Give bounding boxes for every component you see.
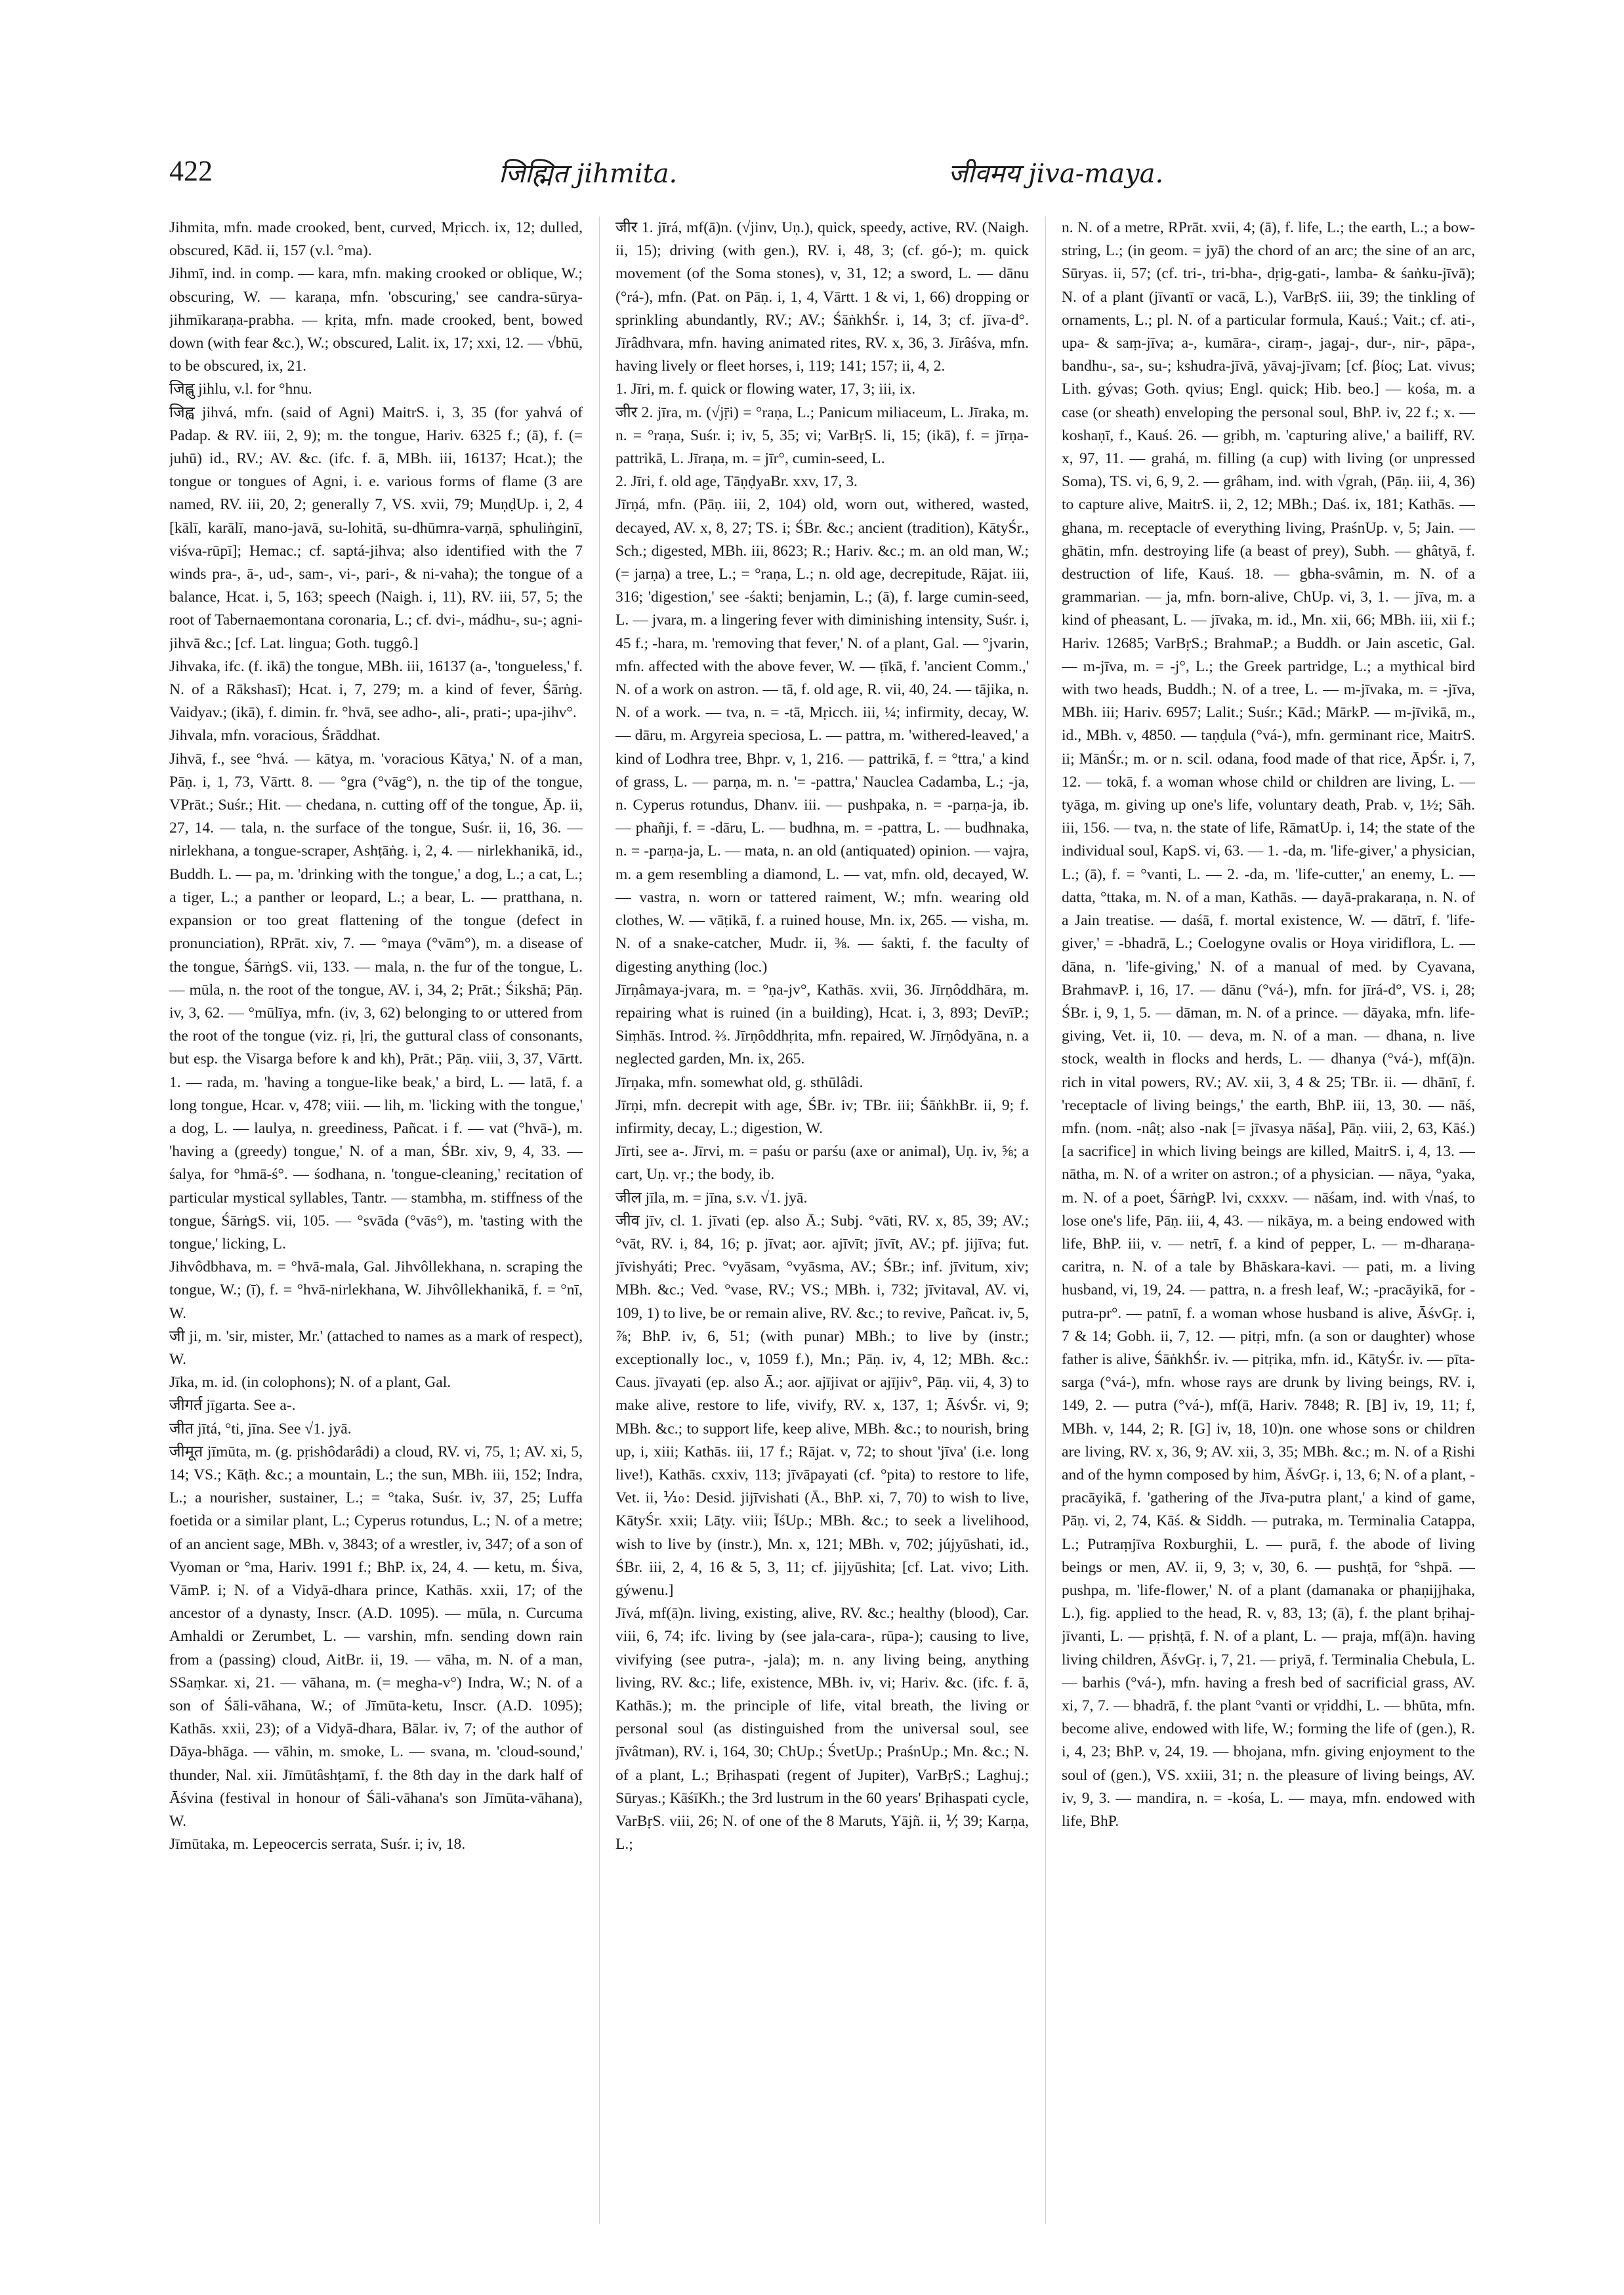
dictionary-entry: जील jīla, m. = jīna, s.v. √1. jyā. [615,1189,808,1207]
dictionary-entry: जीर 2. jīra, m. (√jṝi) = °raṇa, L.; Panicum miliaceum, L. Jīraka, m. n. = °raṇa, Suśr. i; iv, 5, 35; vi; VarBṛS. li, 15; (ikā), f. = jīrṇa-pattrikā, L. Jīraṇa, m. = jīr°, cumin-seed, L. [615,403,1029,468]
page-header [0,154,1624,200]
dictionary-entry: Jīrṇaka, mfn. somewhat old, g. sthūlâdi. [615,1073,864,1091]
page-number: 422 [169,155,213,187]
dictionary-entry: Jīrṇi, mfn. decrepit with age, ŚBr. iv; TBr. iii; ŚāṅkhBr. ii, 9; f. infirmity, decay, L.; digestion, W. [615,1096,1029,1137]
column-2 [615,217,1029,2224]
dictionary-entry: 2. Jīri, f. old age, TāṇḍyaBr. xxv, 17, 3. [615,473,858,491]
running-head-right: जीवमय jiva-maya. [948,159,1164,189]
dictionary-entry: Jīrṇâmaya-jvara, m. = °ṇa-jv°, Kathās. xvii, 36. Jīrṇôddhāra, m. repairing what is ruined (in a building), Hcat. i, 3, 893; DevīP.; Siṃhās. Introd. ⅔. Jīrṇôddhṛita, mfn. repaired, W. Jīrṇôdyāna, n. a neglected garden, Mn. ix, 265. [615,981,1029,1068]
dictionary-entry: जिह्व jihvá, mfn. (said of Agni) MaitrS. i, 3, 35 (for yahvá of Padap. & RV. iii, 2, 9); m. the tongue, Hariv. 6325 f.; (ā), f. (= juhū) id., RV.; AV. &c. (ifc. f. ā, MBh. iii, 16137; Hcat.); the tongue or tongues of Agni, i. e. various forms of flame (3 are named, RV. iii, 20, 2; generally 7, VS. xvii, 79; MuṇḍUp. i, 2, 4 [kālī, karālī, mano-javā, su-lohitā, su-dhūmra-varṇā, sphuliṅginī, viśva-rūpī]; Hemac.; cf. saptá-jihva; also identified with the 7 winds pra-, ā-, ud-, sam-, vi-, pari-, & ni-vaha); the tongue of a balance, Hcat. i, 5, 163; speech (Naigh. i, 11), RV. iii, 57, 5; the root of Tabernaemontana coronaria, L.; cf. dvi-, mádhu-, su-; agni-jihvā &c.; [cf. Lat. lingua; Goth. tuggô.] [169,403,583,652]
column-3 [1062,217,1475,2224]
dictionary-entry: जीव jīv, cl. 1. jīvati (ep. also Ā.; Subj. °vāti, RV. x, 85, 39; AV.; °vāt, RV. i, 84, 16; p. jīvat; aor. ajīvīt; jīvīt, AV.; pf. jijīva; fut. jīvishyáti; Prec. °vyāsam, °vyāsma, AV.; ŚBr.; inf. jīvitum, xiv; MBh. &c.; Ved. °vase, RV.; VS.; MBh. i, 732; jīvitaval, AV. vi, 109, 1) to live, be or remain alive, RV. &c.; to revive, Pañcat. iv, 5, ⅞; BhP. iv, 6, 51; (with punar) MBh.; to live by (instr.; exceptionally loc., v, 1059 f.), Mn.; Pāṇ. iv, 4, 12; MBh. &c.: Caus. jīvayati (ep. also Ā.; aor. ajījivat or ajījiv°, Pāṇ. vii, 4, 3) to make alive, restore to life, vivify, RV. x, 137, 1; ĀśvŚr. vi, 9; MBh. &c.; to support life, keep alive, MBh. &c.; to nourish, bring up, i, xiii; Kathās. iii, 17 f.; Rājat. v, 72; to shout 'jīva' (i.e. long live!), Kathās. cxxiv, 113; jīvāpayati (cf. °pita) to restore to life, Vet. ii, ⅒: Desid. jijīvishati (Ā., BhP. xi, 7, 70) to wish to live, KātyŚr. xxii; Lāṭy. viii; ĪśUp.; MBh. &c.; to seek a livelihood, wish to live by (instr.), Mn. x, 121; MBh. v, 702; jújyūshati, id., ŚBr. iii, 2, 4, 16 & 5, 3, 11; cf. jijyūshita; [cf. Lat. vivo; Lith. gýwenu.] [615,1212,1029,1599]
dictionary-entry: Jihvôdbhava, m. = °hvā-mala, Gal. Jihvôllekhana, n. scraping the tongue, W.; (ī), f. = °hvā-nirlekhana, W. Jihvôllekhanikā, f. = °nī, W. [169,1258,583,1322]
column-1 [169,217,583,2224]
dictionary-entry: Jihmī, ind. in comp. — kara, mfn. making crooked or oblique, W.; obscuring, W. — karaṇa, mfn. 'obscuring,' see candra-sūrya-jihmīkaraṇa-prabha. — kṛita, mfn. made crooked, bent, bowed down (with fear &c.), W.; obscured, Lalit. ix, 17; xxi, 12. — √bhū, to be obscured, ix, 21. [169,265,583,375]
text-columns [169,217,1482,2224]
dictionary-entry: जीत jītá, °ti, jīna. See √1. jyā. [169,1420,352,1437]
dictionary-entry: Jihvā, f., see °hvá. — kātya, m. 'voracious Kātya,' N. of a man, Pāṇ. i, 1, 73, Vārtt. 8. — °gra (°vāg°), n. the tip of the tongue, VPrāt.; Suśr.; Hit. — chedana, n. cutting off of the tongue, Āp. ii, 27, 14. — tala, n. the surface of the tongue, Suśr. ii, 16, 36. — nirlekhana, a tongue-scraper, Ashṭāṅg. i, 2, 4. — nirlekhanikā, id., Buddh. L. — pa, m. 'drinking with the tongue,' a dog, L.; a cat, L.; a tiger, L.; a panther or leopard, L.; a bear, L. — pratthana, n. expansion or too great flattening of the tongue (defect in pronunciation), RPrāt. xiv, 7. — °maya (°vām°), m. a disease of the tongue, ŚārṅgS. vii, 133. — mala, n. the fur of the tongue, L. — mūla, n. the root of the tongue, AV. i, 34, 2; Prāt.; Śikshā; Pāṇ. iv, 3, 62. — °mūlīya, mfn. (iv, 3, 62) belonging to or uttered from the root of the tongue (viz. ṛi, ḷri, the guttural class of consonants, but esp. the Visarga before k and kh), Prāt.; Pāṇ. viii, 3, 37, Vārtt. 1. — rada, m. 'having a tongue-like beak,' a bird, L. — latā, f. a long tongue, Hcar. v, 478; viii. — lih, m. 'licking with the tongue,' a dog, L. — laulya, n. greediness, Pañcat. i f. — vat (°hvā-), m. 'having a (greedy) tongue,' N. of a man, ŚBr. xiv, 9, 4, 33. — śalya, for °hmā-ś°. — śodhana, n. 'tongue-cleaning,' recitation of particular mystical syllables, Tantr. — stambha, m. stiffness of the tongue, ŚārṅgS. vii, 105. — °svāda (°vās°), m. 'tasting with the tongue,' licking, L. [169,750,583,1252]
dictionary-entry: जी ji, m. 'sir, mister, Mr.' (attached to names as a mark of respect), W. [169,1327,583,1368]
dictionary-entry: जीगर्त jīgarta. See a-. [169,1397,296,1415]
dictionary-entry: Jihvala, mfn. voracious, Śrāddhat. [169,727,381,745]
column-divider [1045,217,1046,2224]
dictionary-entry: 1. Jīri, m. f. quick or flowing water, 17, 3; iii, ix. [615,381,916,398]
dictionary-entry: जिह्लु jihlu, v.l. for °hnu. [169,381,312,398]
dictionary-entry: Jīmūtaka, m. Lepeocercis serrata, Suśr. i; iv, 18. [169,1836,466,1853]
dictionary-entry: जीर 1. jīrá, mf(ā)n. (√jinv, Uṇ.), quick, speedy, active, RV. (Naigh. ii, 15); driving (with gen.), RV. i, 48, 3; (cf. gó-); m. quick movement (of the Soma stones), v, 31, 12; a sword, L. — dānu (°rá-), mfn. (Pat. on Pāṇ. i, 1, 4, Vārtt. 1 & vi, 1, 66) dropping or sprinkling abundantly, RV.; AV.; ŚāṅkhŚr. i, 14, 3; cf. jīva-d°. Jīrâdhvara, mfn. having animated rites, RV. x, 36, 3. Jīrâśva, mfn. having lively or fleet horses, i, 119; 141; 157; ii, 4, 2. [615,219,1029,375]
column-divider [599,217,600,2224]
dictionary-entry: Jīrti, see a-. Jīrvi, m. = paśu or parśu (axe or animal), Uṇ. iv, ⅝; a cart, Uṇ. vṛ.; the body, ib. [615,1143,1029,1184]
dictionary-entry: Jīka, m. id. (in colophons); N. of a plant, Gal. [169,1374,451,1392]
dictionary-entry: जीमूत jīmūta, m. (g. pṛishôdarâdi) a cloud, RV. vi, 75, 1; AV. xi, 5, 14; VS.; Kāṭh. &c.; a mountain, L.; the sun, MBh. iii, 152; Indra, L.; a nourisher, sustainer, L.; = °taka, Suśr. iv, 37, 25; Luffa foetida or a similar plant, L.; Cyperus rotundus, L.; N. of a metre; of an ancient sage, MBh. v, 3843; of a wrestler, iv, 347; of a son of Vyoman or °ma, Hariv. 1991 f.; BhP. ix, 24, 4. — ketu, m. Śiva, VāmP. i; N. of a Vidyā-dhara prince, Kathās. xxii, 17; of the ancestor of a dynasty, Inscr. (A.D. 1095). — mūla, n. Curcuma Amhaldi or Zerumbet, L. — varshin, mfn. sending down rain from a (passing) cloud, AitBr. ii, 19. — vāha, m. N. of a man, SSaṃkar. xi, 21. — vāhana, m. (= megha-v°) Indra, W.; N. of a son of Śāli-vāhana, W.; of Jīmūta-ketu, Inscr. (A.D. 1095); Kathās. xxii, 23); of a Vidyā-dhara, Bālar. iv, 7; of the author of Dāya-bhāga. — vāhin, m. smoke, L. — svana, m. 'cloud-sound,' thunder, Nal. xii. Jīmūtâshṭamī, f. the 8th day in the dark half of Āśvina (festival in honour of Śāli-vāhana's son Jīmūta-vāhana), W. [169,1443,583,1830]
running-head-left: जिह्मित jihmita. [499,159,678,189]
dictionary-entry: Jihmita, mfn. made crooked, bent, curved, Mṛicch. ix, 12; dulled, obscured, Kād. ii, 157 (v.l. °ma). [169,219,583,260]
dictionary-entry: Jīvá, mf(ā)n. living, existing, alive, RV. &c.; healthy (blood), Car. viii, 6, 74; ifc. living by (see jala-cara-, rūpa-); causing to live, vivifying (see putra-, -jala); m. n. any living being, anything living, RV. &c.; life, existence, MBh. iv, vi; Hariv. &c. (ifc. f. ā, Kathās.); m. the principle of life, vital breath, the living or personal soul (as distinguished from the universal soul, see jīvâtman), RV. i, 164, 30; ChUp.; ŚvetUp.; PraśnUp.; Mn. &c.; N. of a plant, L.; Bṛihaspati (regent of Jupiter), VarBṛS.; Laghuj.; Sūryas.; KāśīKh.; the 3rd lustrum in the 60 years' Bṛihaspati cycle, VarBṛS. viii, 26; N. of one of the 8 Maruts, Yājñ. ii, ⅟; 39; Karṇa, L.; [615,1605,1029,1853]
dictionary-entry: Jihvaka, ifc. (f. ikā) the tongue, MBh. iii, 16137 (a-, 'tongueless,' f. N. of a Rākshasī); Hcat. i, 7, 279; m. a kind of fever, Śārṅg. Vaidyav.; (ikā), f. dimin. fr. °hvā, see adho-, ali-, prati-; upa-jihv°. [169,657,583,722]
dictionary-entry: Jīrṇá, mfn. (Pāṇ. iii, 2, 104) old, worn out, withered, wasted, decayed, AV. x, 8, 27; TS. i; ŚBr. &c.; ancient (tradition), KātyŚr., Sch.; digested, MBh. iii, 8623; R.; Hariv. &c.; m. an old man, W.; (= jarṇa) a tree, L.; = °raṇa, L.; n. old age, decrepitude, Rājat. iii, 316; 'digestion,' see -śakti; benjamin, L.; (ā), f. large cumin-seed, L. — jvara, m. a lingering fever with diminishing intensity, Suśr. i, 45 f.; -hara, m. 'removing that fever,' N. of a plant, Gal. — °jvarin, mfn. affected with the above fever, W. — ṭīkā, f. 'ancient Comm.,' N. of a work on astron. — tā, f. old age, R. vii, 40, 24. — tājika, n. N. of a work. — tva, n. = -tā, Mṛicch. iii, ¼; infirmity, decay, W. — dāru, m. Argyreia speciosa, L. — pattra, m. 'withered-leaved,' a kind of Lodhra tree, Bhpr. v, 1, 216. — pattrikā, f. = °ttra,' a kind of grass, L. — parṇa, m. n. '= -pattra,' Nauclea Cadamba, L.; -ja, n. Cyperus rotundus, Dhanv. iii. — pushpaka, n. = -parṇa-ja, ib. — phañji, f. = -dāru, L. — budhna, m. = -pattra, L. — budhnaka, n. = -parṇa-ja, L. — mata, n. an old (antiquated) opinion. — vajra, m. a gem resembling a diamond, L. — vat, mfn. old, decayed, W. — vastra, n. worn or tattered raiment, W.; mfn. wearing old clothes, W. — vāṭikā, f. a ruined house, Mn. ix, 265. — visha, m. N. of a snake-catcher, Mudr. ii, ⅜. — śakti, f. the faculty of digesting anything (loc.) [615,496,1029,976]
dictionary-entry: n. N. of a metre, RPrāt. xvii, 4; (ā), f. life, L.; the earth, L.; a bow-string, L.; (in geom. = jyā) the chord of an arc; the sine of an arc, Sūryas. ii, 57; (cf. tri-, tri-bha-, dṛig-gati-, lamba- & śaṅku-jīvā); N. of a plant (jīvantī or vacā, L.), VarBṛS. iii, 39; the tinkling of ornaments, L.; pl. N. of a particular formula, Kauś.; Vait.; cf. ati-, upa- & saṃ-jīva; a-, kumāra-, ciraṃ-, jagaj-, dur-, nir-, pāpa-, bandhu-, sa-, su-; kshudra-jīvā, yāvaj-jīvam; [cf. βίος; Lat. vivus; Lith. gývas; Goth. qvius; Engl. quick; Hib. beo.] — kośa, m. a case (or sheath) enveloping the personal soul, BhP. iv, 22 f.; x. — koshaṇī, f., Kauś. 26. — gṛibh, m. 'capturing alive,' a bailiff, RV. x, 97, 11. — grahá, m. filling (a cup) with living (or unpressed Soma), TS. vi, 6, 9, 2. — grâham, ind. with √grah, (Pāṇ. iii, 4, 36) to capture alive, MaitrS. ii, 2, 12; MBh.; Daś. ix, 181; Kathās. — ghana, m. receptacle of everything living, PraśnUp. v, 5; Jain. — ghātin, mfn. destroying life (a beast of prey), Subh. — ghâtyā, f. destruction of life, Kauś. 18. — gbha-svâmin, m. N. of a grammarian. — ja, mfn. born-alive, ChUp. vi, 3, 1. — jīva, m. a kind of pheasant, L. — jīvaka, m. id., Mn. xii, 66; MBh. iii, xii f.; Hariv. 12685; VarBṛS.; BrahmaP.; a Buddh. or Jain ascetic, Gal. — m-jīva, m. = -j°, L.; the Greek partridge, L.; a mythical bird with two heads, Buddh.; N. of a tree, L. — m-jīvaka, m. = -jīva, MBh. iii; Hariv. 6957; Lalit.; Suśr.; Kād.; MārkP. — m-jīvikā, m., id., MBh. v, 4850. — taṇḍula (°vá-), mfn. germinant rice, MaitrS. ii; MānŚr.; m. or n. scil. odana, food made of that rice, ĀpŚr. i, 7, 12. — tokā, f. a woman whose child or children are living, L. — tyāga, m. giving up one's life, voluntary death, Prab. v, 1½; Sāh. iii, 156. — tva, n. the state of life, RāmatUp. i, 14; the state of the individual soul, KapS. vi, 63. — 1. -da, m. 'life-giver,' a physician, L.; (ā), f. = °vanti, L. — 2. -da, m. 'life-cutter,' an enemy, L. — datta, °ttaka, m. N. of a man, Kathās. — dayā-prakaraṇa, n. N. of a Jain treatise. — daśā, f. mortal existence, W. — dātrī, f. 'life-giver,' = -bhadrā, L.; Coelogyne ovalis or Hoya viridiflora, L. — dāna, n. 'life-giving,' N. of a manual of med. by Cyavana, BrahmavP. i, 16, 17. — dānu (°vá-), mfn. for jīrá-d°, VS. i, 28; ŚBr. i, 9, 1, 5. — dāman, m. N. of a prince. — dāyaka, mfn. life-giving, Vet. ii, 10. — deva, m. N. of a man. — dhana, n. live stock, wealth in flocks and herds, L. — dhanya (°vá-), mf(ā)n. rich in vital powers, RV.; AV. xii, 3, 4 & 25; TBr. ii. — dhānī, f. 'receptacle of living beings,' the earth, BhP. iii, 13, 30. — nāś, mfn. (nom. -nâṭ; also -nak [= jīvasya nāśa], Pāṇ. viii, 2, 63, Kāś.) [a sacrifice] in which living beings are killed, MaitrS. i, 4, 13. — nātha, m. N. of a writer on astron.; of a physician. — nāya, °yaka, m. N. of a poet, ŚārṅgP. lvi, cxxxv. — nāśam, ind. with √naś, to lose one's life, Pāṇ. iii, 4, 43. — nikāya, m. a being endowed with life, BhP. iii, v. — netrī, f. a kind of pepper, L. — m-dharaṇa-caritra, n. N. of a tale by Bhāskara-kavi. — pati, m. a living husband, vi, 19, 24. — pattra, n. a fresh leaf, W.; -pracāyikā, for -putra-pr°. — patnī, f. a woman whose husband is alive, ĀśvGṛ. i, 7 & 14; Gobh. ii, 7, 12. — pitṛi, mfn. (a son or daughter) whose father is alive, ŚāṅkhŚr. iv. — pitṛika, mfn. id., KātyŚr. iv. — pīta-sarga (°vá-), mfn. whose rays are drunk by living beings, RV. i, 149, 2. — putra (°vá-), mf(ā, Hariv. 7848; R. [B] iv, 19, 11; f, MBh. v, 144, 2; R. [G] iv, 18, 10)n. one whose sons or children are living, RV. x, 36, 9; AV. xii, 3, 35; MBh. &c.; m. N. of a Ṛishi and of the hymn composed by him, ĀśvGṛ. i, 13, 6; N. of a plant, -pracāyikā, f. 'gathering of the Jīva-putra plant,' a kind of game, Pāṇ. vi, 2, 74, Kāś. & Siddh. — putraka, m. Terminalia Catappa, L.; Putraṃjīva Roxburghii, L. — purā, f. the abode of living beings or men, AV. ii, 9, 3; v, 30, 6. — pushṭā, for °shpā. — pushpa, m. 'life-flower,' N. of a plant (damanaka or phaṇijjhaka, L.), fig. applied to the head, R. v, 83, 13; (ā), f. the plant bṛihaj-jīvanti, L. — pṛishṭā, f. N. of a plant, L. — praja, mf(ā)n. having living children, ĀśvGṛ. i, 7, 21. — priyā, f. Terminalia Chebula, L. — barhis (°vá-), mfn. having a fresh bed of sacrificial grass, AV. xi, 7, 7. — bhadrā, f. the plant °vanti or vṛiddhi, L. — bhūta, mfn. become alive, endowed with life, W.; forming the life of (gen.), R. i, 4, 23; BhP. v, 24, 19. — bhojana, mfn. giving enjoyment to the soul of (gen.), VS. xxiii, 31; n. the pleasure of living beings, AV. iv, 9, 3. — mandira, n. = -kośa, L. — maya, mfn. endowed with life, BhP. [1062,219,1475,1830]
